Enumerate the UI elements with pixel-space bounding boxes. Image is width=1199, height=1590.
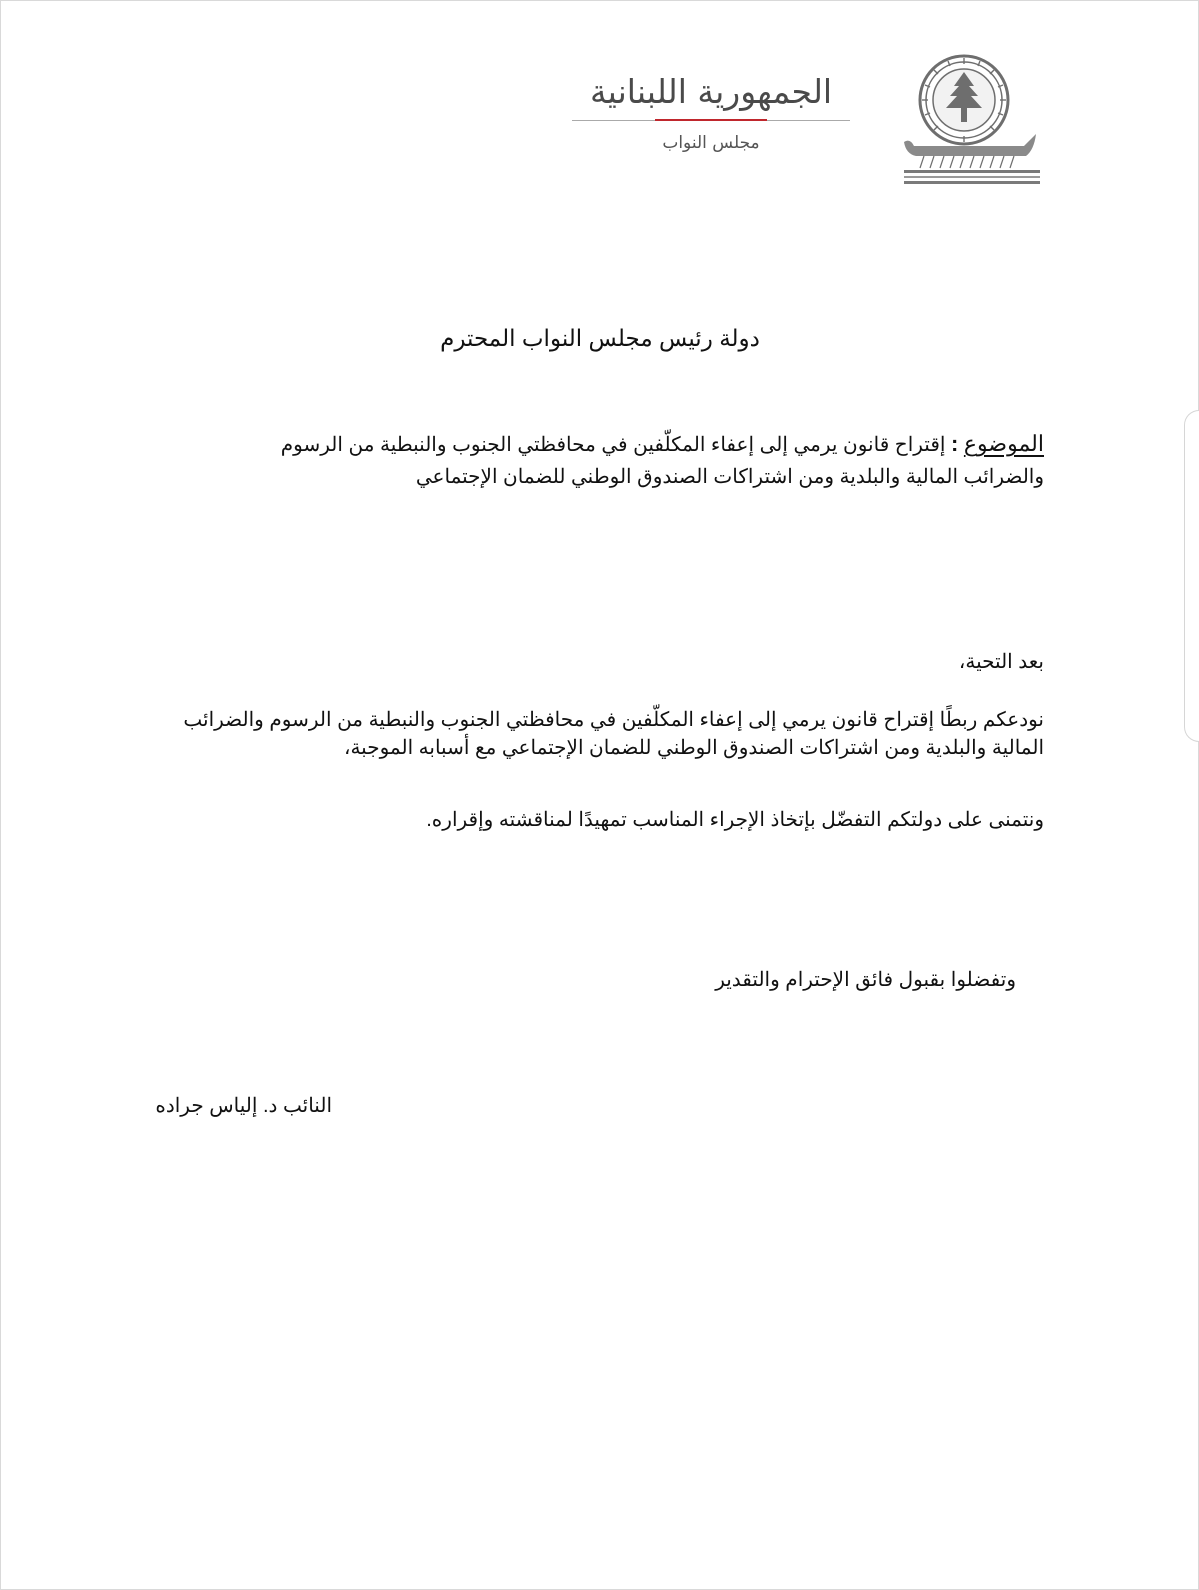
subject-text: إقتراح قانون يرمي إلى إعفاء المكلّفين في محافظتي الجنوب والنبطية من الرسوم والضرائب المالية والبلدية ومن اشتراكات الصندوق الوطني للضمان الإجتماعي <box>280 434 1044 488</box>
parliament-title: مجلس النواب <box>662 133 760 153</box>
republic-title: الجمهورية اللبنانية <box>589 72 833 111</box>
letterhead-divider <box>572 120 850 121</box>
subject-colon: : <box>951 431 959 456</box>
addressee-line: دولة رئيس مجلس النواب المحترم <box>440 325 760 351</box>
lebanese-parliament-emblem-icon <box>896 42 1046 192</box>
letterhead-accent-line <box>655 119 767 121</box>
side-panel-handle[interactable] <box>1184 410 1199 742</box>
greeting: بعد التحية، <box>958 651 1044 673</box>
letterhead <box>572 68 850 155</box>
body-paragraph-2: ونتمنى على دولتكم التفضّل بإتخاذ الإجراء المناسب تمهيدًا لمناقشته وإقراره. <box>426 809 1044 831</box>
body-paragraph-1: نودعكم ربطًا إقتراح قانون يرمي إلى إعفاء المكلّفين في محافظتي الجنوب والنبطية من الرسوم والضرائب المالية والبلدية ومن اشتراكات الصندوق الوطني للضمان الإجتماعي مع أسبابه الموجبة، <box>183 709 1044 759</box>
subject-block <box>200 428 1044 493</box>
signature: النائب د. إلياس جراده <box>155 1095 332 1117</box>
subject-label: الموضوع <box>963 431 1044 456</box>
closing-line: وتفضلوا بقبول فائق الإحترام والتقدير <box>715 969 1016 991</box>
